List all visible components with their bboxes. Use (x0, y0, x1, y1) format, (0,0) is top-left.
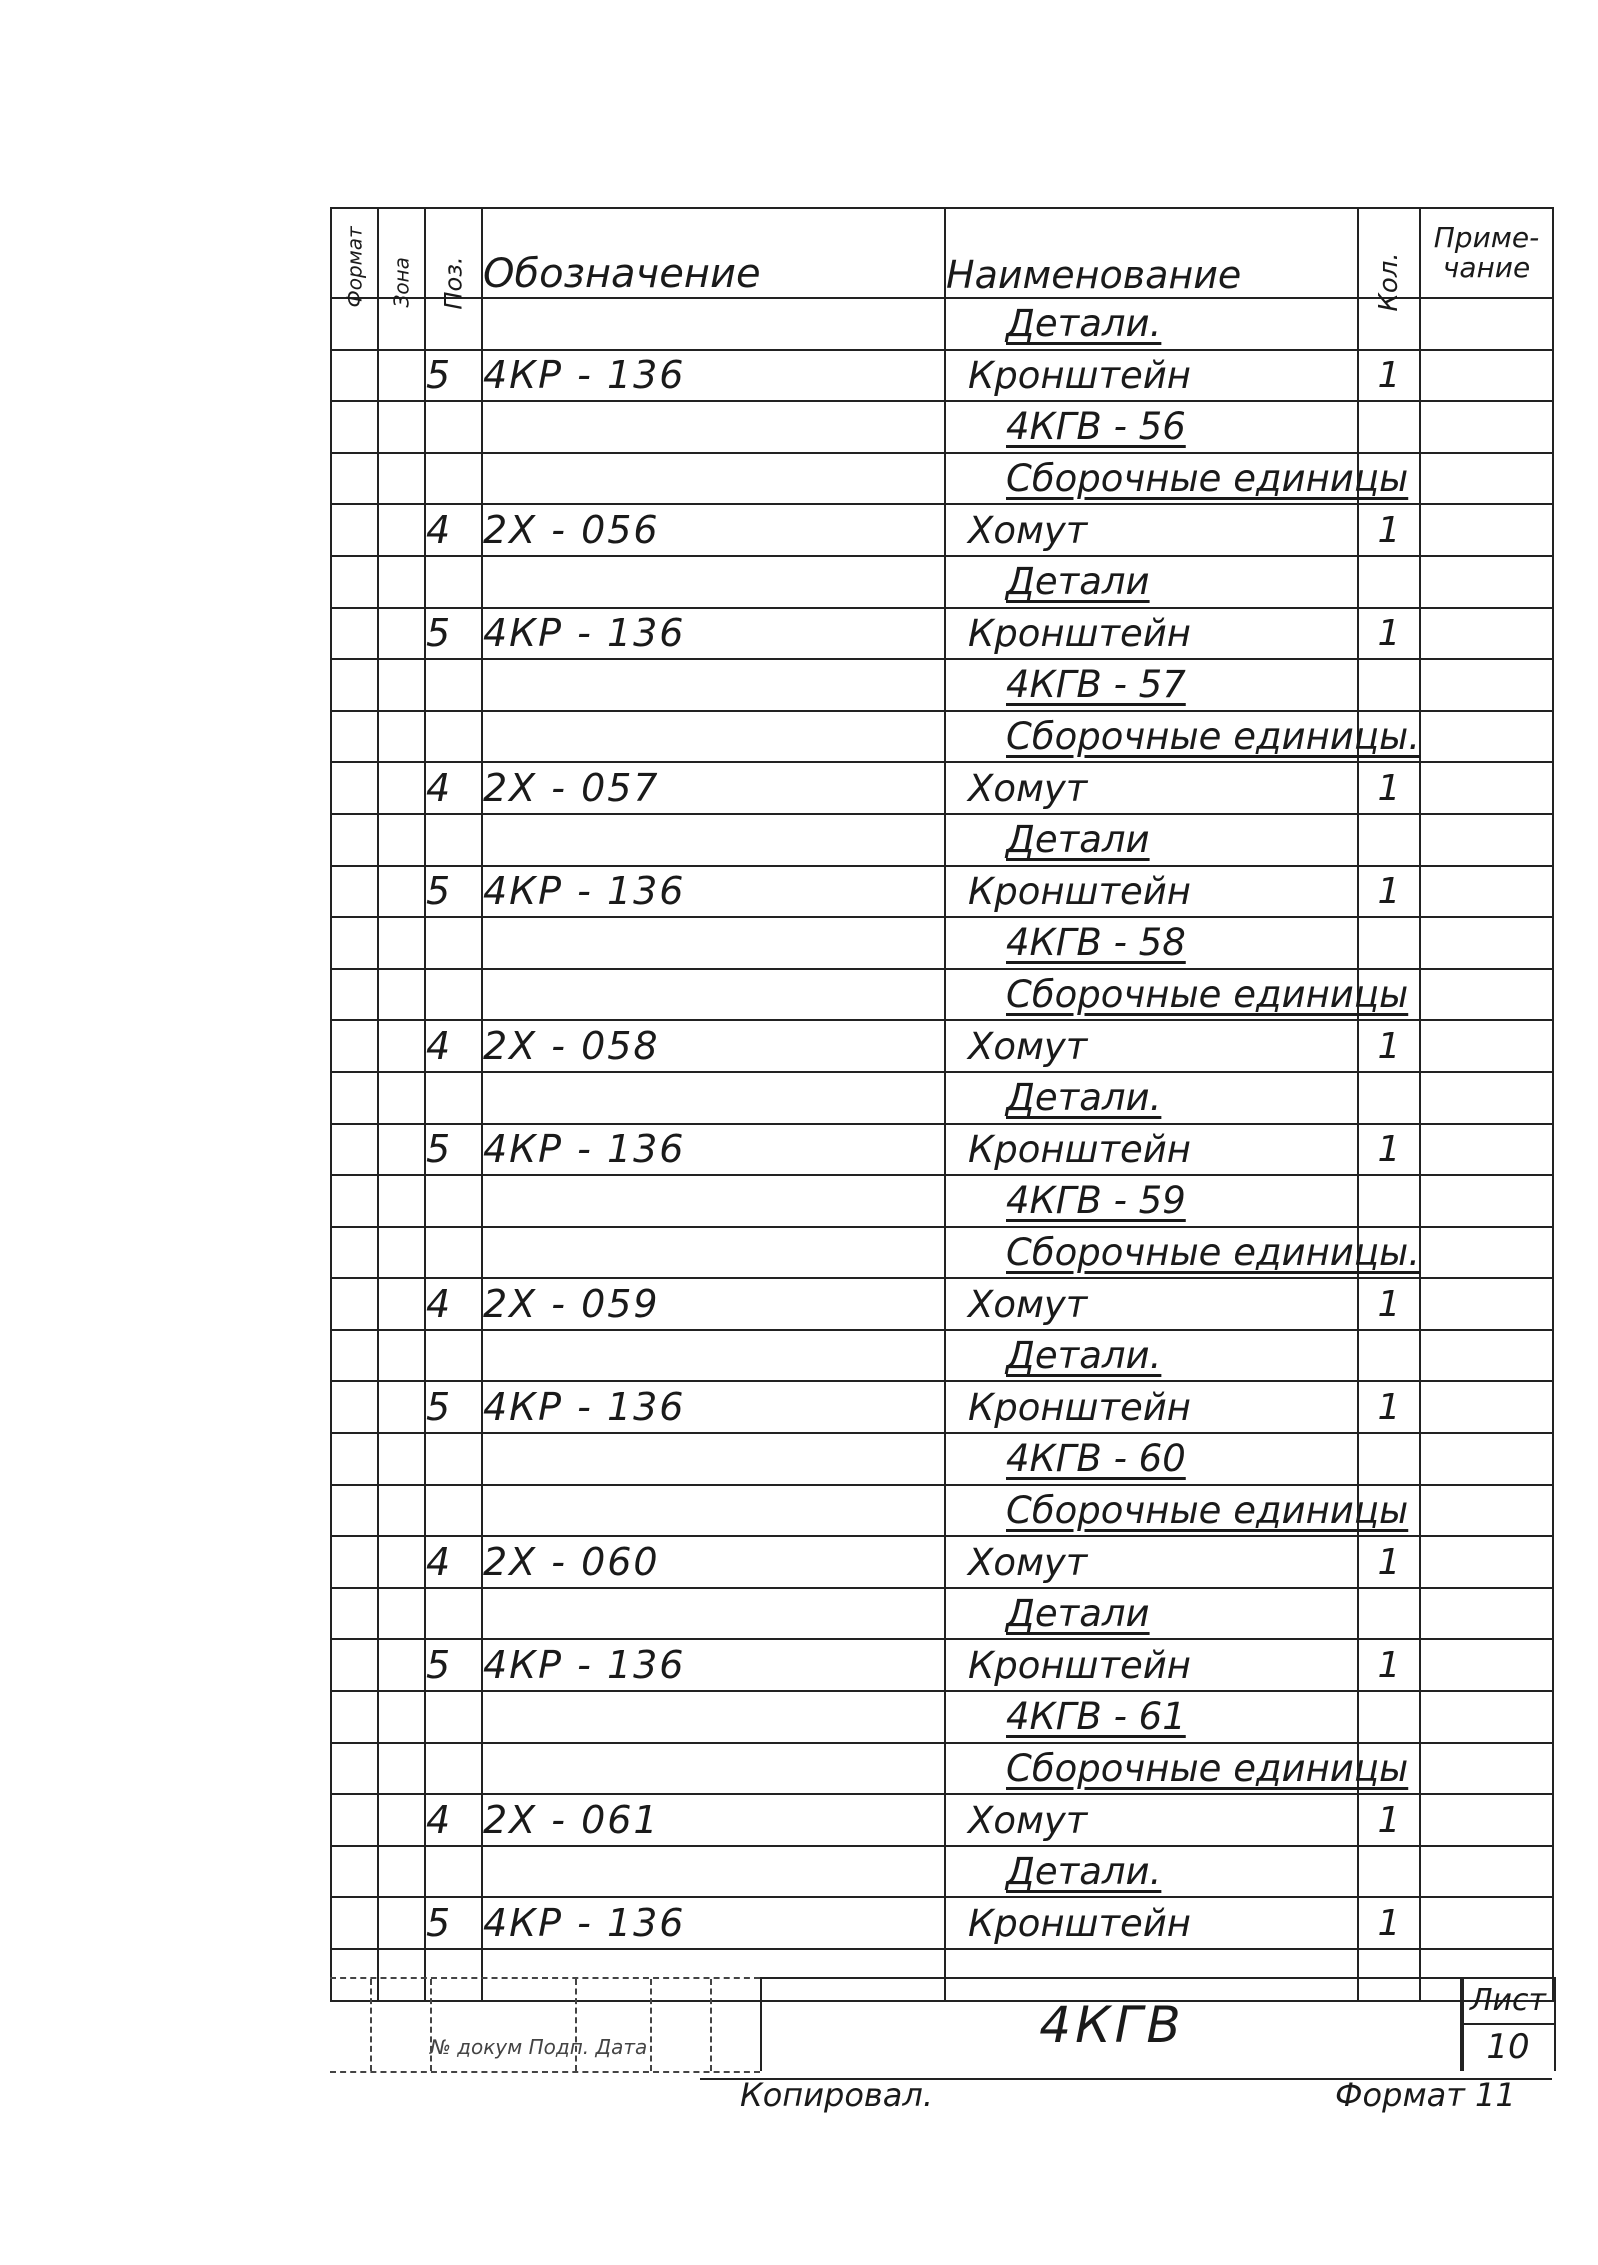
table-row (331, 298, 1553, 350)
zone-cell (378, 917, 425, 969)
designation-cell (482, 1330, 945, 1382)
table-row (331, 1639, 1553, 1691)
section-heading: Сборочные единицы. (1006, 1230, 1420, 1274)
designation-cell: 2Х - 057 (482, 762, 945, 814)
designation-cell (482, 1072, 945, 1124)
format-cell (331, 1897, 378, 1949)
pos-cell (425, 453, 482, 505)
zone-cell (378, 556, 425, 608)
item-name: Хомут (968, 1024, 1088, 1068)
note-cell (1420, 350, 1553, 402)
zone-cell (378, 1691, 425, 1743)
table-row (331, 1020, 1553, 1072)
qty-cell: 1 (1358, 1897, 1420, 1949)
designation-header: Обозначение (482, 208, 945, 298)
format-cell (331, 1227, 378, 1279)
qty-cell (1358, 401, 1420, 453)
name-cell (945, 504, 1358, 556)
item-name: Хомут (968, 1540, 1088, 1584)
pos-cell (425, 1846, 482, 1898)
zone-cell (378, 814, 425, 866)
format-cell (331, 1485, 378, 1537)
qty-cell (1358, 1072, 1420, 1124)
note-cell (1420, 401, 1553, 453)
name-cell (945, 1691, 1358, 1743)
pos-cell: 5 (425, 1381, 482, 1433)
item-name: Кронштейн (968, 1901, 1191, 1945)
designation-cell (482, 814, 945, 866)
format-cell (331, 866, 378, 918)
table-row (331, 1433, 1553, 1485)
note-header: Приме- чание (1420, 208, 1553, 298)
name-cell (945, 711, 1420, 763)
name-cell (945, 1588, 1358, 1640)
name-cell (945, 1639, 1358, 1691)
zone-cell (378, 969, 425, 1021)
name-cell (945, 1124, 1358, 1176)
item-name: Хомут (968, 1282, 1088, 1326)
zone-cell (378, 350, 425, 402)
table-row (331, 1381, 1553, 1433)
designation-cell (482, 1846, 945, 1898)
stamp-labels: № докум Подп. Дата (430, 2035, 648, 2059)
section-heading: Сборочные единицы. (1006, 715, 1420, 759)
designation-cell (482, 1485, 945, 1537)
item-name: Кронштейн (968, 353, 1191, 397)
pos-cell: 4 (425, 1278, 482, 1330)
format-cell (331, 762, 378, 814)
designation-cell: 2Х - 056 (482, 504, 945, 556)
qty-cell: 1 (1358, 504, 1420, 556)
note-cell (1420, 1227, 1553, 1279)
name-cell (945, 866, 1358, 918)
format-cell (331, 1743, 378, 1795)
table-row (331, 608, 1553, 660)
format-cell (331, 1433, 378, 1485)
table-row (331, 1743, 1553, 1795)
zone-cell (378, 504, 425, 556)
table-row (331, 556, 1553, 608)
name-cell (945, 1278, 1358, 1330)
qty-cell: 1 (1358, 1278, 1420, 1330)
qty-cell: 1 (1358, 608, 1420, 660)
section-heading: Детали (1006, 818, 1150, 862)
designation-cell: 2Х - 060 (482, 1536, 945, 1588)
zone-cell (378, 866, 425, 918)
format-cell (331, 1020, 378, 1072)
qty-cell: 1 (1358, 1381, 1420, 1433)
format-cell (331, 504, 378, 556)
zone-cell (378, 659, 425, 711)
pos-cell (425, 556, 482, 608)
note-cell (1420, 1433, 1553, 1485)
format-cell (331, 1278, 378, 1330)
designation-cell: 4КР - 136 (482, 1124, 945, 1176)
zone-cell (378, 1794, 425, 1846)
note-cell (1420, 608, 1553, 660)
table-row (331, 1278, 1553, 1330)
qty-cell: 1 (1358, 1639, 1420, 1691)
designation-cell: 2Х - 061 (482, 1794, 945, 1846)
pos-cell: 5 (425, 1639, 482, 1691)
format-cell (331, 1639, 378, 1691)
zone-cell (378, 1433, 425, 1485)
sheet-number: 10 (1486, 2027, 1530, 2067)
pos-cell: 5 (425, 866, 482, 918)
sheet-box (1460, 1977, 1556, 2071)
item-name: Хомут (968, 508, 1088, 552)
zone-header: Зона (378, 208, 425, 298)
note-cell (1420, 1124, 1553, 1176)
name-cell (945, 1072, 1358, 1124)
section-heading: Детали. (1006, 1076, 1162, 1120)
zone-cell (378, 1897, 425, 1949)
designation-cell: 4КР - 136 (482, 1897, 945, 1949)
format-cell (331, 1330, 378, 1382)
section-heading: Сборочные единицы (1006, 973, 1409, 1017)
note-cell (1420, 1485, 1553, 1537)
note-cell (1420, 1588, 1553, 1640)
designation-cell: 2Х - 058 (482, 1020, 945, 1072)
pos-cell (425, 1588, 482, 1640)
note-cell (1420, 1175, 1553, 1227)
table-row (331, 1846, 1553, 1898)
note-cell (1420, 453, 1553, 505)
note-cell (1420, 504, 1553, 556)
name-cell (945, 659, 1358, 711)
note-cell (1420, 1020, 1553, 1072)
zone-cell (378, 1278, 425, 1330)
section-heading: Сборочные единицы (1006, 1746, 1409, 1790)
qty-cell (1358, 1588, 1420, 1640)
note-cell (1420, 1691, 1553, 1743)
table-row (331, 866, 1553, 918)
sheet-label: Лист (1462, 1979, 1554, 2025)
note-cell (1420, 814, 1553, 866)
qty-cell: 1 (1358, 1794, 1420, 1846)
designation-cell (482, 969, 945, 1021)
name-cell (945, 298, 1358, 350)
zone-cell (378, 1175, 425, 1227)
pos-cell: 4 (425, 762, 482, 814)
qty-cell (1358, 556, 1420, 608)
note-cell (1420, 1743, 1553, 1795)
designation-cell (482, 298, 945, 350)
pos-cell: 5 (425, 1124, 482, 1176)
item-name: Кронштейн (968, 869, 1191, 913)
designation-cell: 4КР - 136 (482, 1639, 945, 1691)
table-row (331, 1072, 1553, 1124)
table-row (331, 659, 1553, 711)
zone-cell (378, 1124, 425, 1176)
table-row (331, 917, 1553, 969)
note-cell (1420, 917, 1553, 969)
format-cell (331, 659, 378, 711)
zone-cell (378, 1639, 425, 1691)
name-cell (945, 1897, 1358, 1949)
pos-cell (425, 1433, 482, 1485)
pos-cell (425, 1691, 482, 1743)
note-cell (1420, 1330, 1553, 1382)
qty-cell (1358, 1846, 1420, 1898)
section-heading: Сборочные единицы (1006, 457, 1409, 501)
item-name: Хомут (968, 1798, 1088, 1842)
section-heading: Детали (1006, 1592, 1150, 1636)
pos-cell: 5 (425, 608, 482, 660)
designation-cell (482, 1227, 945, 1279)
section-heading: 4КГВ - 61 (1006, 1695, 1186, 1739)
name-cell (945, 350, 1358, 402)
table-row (331, 969, 1553, 1021)
section-heading: 4КГВ - 60 (1006, 1437, 1186, 1481)
designation-cell (482, 556, 945, 608)
note-cell (1420, 659, 1553, 711)
section-heading: Сборочные единицы (1006, 1488, 1409, 1532)
note-cell (1420, 1639, 1553, 1691)
document-code: 4КГВ (760, 1977, 1464, 2071)
section-heading: 4КГВ - 58 (1006, 921, 1186, 965)
table-row (331, 1330, 1553, 1382)
table-row (331, 1897, 1553, 1949)
pos-cell (425, 969, 482, 1021)
name-cell (945, 917, 1358, 969)
format-header: Формат (331, 208, 378, 298)
title-block (330, 1977, 1552, 2069)
zone-cell (378, 1485, 425, 1537)
name-cell (945, 1175, 1358, 1227)
zone-cell (378, 1588, 425, 1640)
format-cell (331, 556, 378, 608)
section-heading: Детали (1006, 560, 1150, 604)
qty-cell (1358, 1691, 1420, 1743)
note-cell (1420, 1072, 1553, 1124)
designation-cell (482, 401, 945, 453)
note-cell (1420, 298, 1553, 350)
table-row (331, 711, 1553, 763)
format-cell (331, 1691, 378, 1743)
note-cell (1420, 1846, 1553, 1898)
format-cell (331, 608, 378, 660)
table-row (331, 453, 1553, 505)
table-row (331, 814, 1553, 866)
designation-cell: 4КР - 136 (482, 350, 945, 402)
spec-body (331, 298, 1553, 2001)
zone-cell (378, 608, 425, 660)
qty-cell: 1 (1358, 1020, 1420, 1072)
table-row (331, 1227, 1553, 1279)
section-heading: 4КГВ - 59 (1006, 1179, 1186, 1223)
pos-cell (425, 814, 482, 866)
specification-table (330, 207, 1554, 2002)
zone-cell (378, 1020, 425, 1072)
name-cell (945, 814, 1358, 866)
note-cell (1420, 762, 1553, 814)
zone-cell (378, 1381, 425, 1433)
format-cell (331, 711, 378, 763)
pos-cell: 5 (425, 350, 482, 402)
qty-cell (1358, 814, 1420, 866)
pos-cell (425, 711, 482, 763)
name-cell (945, 1743, 1409, 1795)
name-cell (945, 1020, 1358, 1072)
table-row (331, 1691, 1553, 1743)
name-cell (945, 1227, 1420, 1279)
table-row (331, 1124, 1553, 1176)
format-cell (331, 917, 378, 969)
pos-cell: 4 (425, 1794, 482, 1846)
pos-cell (425, 1227, 482, 1279)
note-cell (1420, 711, 1553, 763)
pos-cell (425, 1485, 482, 1537)
section-heading: Детали. (1006, 1334, 1162, 1378)
name-cell (945, 1381, 1358, 1433)
zone-cell (378, 762, 425, 814)
format-cell (331, 401, 378, 453)
header-row (331, 208, 1553, 298)
qty-cell (1358, 659, 1420, 711)
name-cell (945, 401, 1358, 453)
name-cell (945, 1433, 1358, 1485)
format-cell (331, 453, 378, 505)
format-cell (331, 1072, 378, 1124)
note-cell (1420, 1794, 1553, 1846)
qty-cell (1358, 917, 1420, 969)
name-cell (945, 1330, 1358, 1382)
item-name: Кронштейн (968, 1385, 1191, 1429)
qty-cell: 1 (1358, 350, 1420, 402)
qty-cell: 1 (1358, 1124, 1420, 1176)
zone-cell (378, 711, 425, 763)
designation-cell: 4КР - 136 (482, 608, 945, 660)
zone-cell (378, 453, 425, 505)
copied-by: Копировал. (740, 2076, 933, 2114)
name-cell (945, 556, 1358, 608)
qty-cell: 1 (1358, 1536, 1420, 1588)
name-cell (945, 762, 1358, 814)
name-cell (945, 1794, 1358, 1846)
designation-cell (482, 1433, 945, 1485)
zone-cell (378, 1536, 425, 1588)
zone-cell (378, 1743, 425, 1795)
zone-cell (378, 401, 425, 453)
pos-cell: 5 (425, 1897, 482, 1949)
designation-cell (482, 1175, 945, 1227)
designation-cell: 2Х - 059 (482, 1278, 945, 1330)
note-cell (1420, 1897, 1553, 1949)
format-cell (331, 1846, 378, 1898)
pos-cell (425, 917, 482, 969)
format-cell (331, 1794, 378, 1846)
note-cell (1420, 556, 1553, 608)
pos-cell (425, 659, 482, 711)
designation-cell (482, 659, 945, 711)
table-row (331, 762, 1553, 814)
specification-sheet (330, 207, 1552, 2002)
qty-cell: 1 (1358, 762, 1420, 814)
qty-cell (1358, 1330, 1420, 1382)
designation-cell (482, 1588, 945, 1640)
qty-cell (1358, 1175, 1420, 1227)
qty-cell: 1 (1358, 866, 1420, 918)
pos-cell (425, 1743, 482, 1795)
zone-cell (378, 1072, 425, 1124)
note-cell (1420, 969, 1553, 1021)
table-row (331, 1485, 1553, 1537)
designation-cell (482, 711, 945, 763)
table-row (331, 1794, 1553, 1846)
section-heading: 4КГВ - 56 (1006, 405, 1186, 449)
name-cell (945, 1536, 1358, 1588)
qty-cell (1358, 1433, 1420, 1485)
item-name: Кронштейн (968, 1643, 1191, 1687)
format-cell (331, 814, 378, 866)
note-cell (1420, 1536, 1553, 1588)
table-row (331, 504, 1553, 556)
pos-header: Поз. (425, 208, 482, 298)
format-cell (331, 1536, 378, 1588)
name-cell (945, 969, 1409, 1021)
format-cell (331, 1588, 378, 1640)
pos-cell (425, 1175, 482, 1227)
name-header: Наименование (945, 208, 1358, 298)
format-cell (331, 969, 378, 1021)
note-cell (1420, 1278, 1553, 1330)
item-name: Хомут (968, 766, 1088, 810)
format-cell (331, 1381, 378, 1433)
format-cell (331, 1124, 378, 1176)
qty-header: Кол. (1358, 208, 1420, 298)
designation-cell: 4КР - 136 (482, 866, 945, 918)
zone-cell (378, 1330, 425, 1382)
pos-cell (425, 401, 482, 453)
revision-block (330, 1977, 760, 2073)
item-name: Кронштейн (968, 611, 1191, 655)
note-cell (1420, 1381, 1553, 1433)
note-cell (1420, 866, 1553, 918)
section-heading: Детали. (1006, 302, 1162, 346)
designation-cell: 4КР - 136 (482, 1381, 945, 1433)
table-row (331, 1536, 1553, 1588)
format-cell (331, 1175, 378, 1227)
format-cell (331, 350, 378, 402)
zone-cell (378, 1846, 425, 1898)
table-row (331, 401, 1553, 453)
table-row (331, 350, 1553, 402)
name-cell (945, 1485, 1409, 1537)
format-label: Формат 11 (1335, 2076, 1516, 2114)
pos-cell (425, 1330, 482, 1382)
pos-cell: 4 (425, 1536, 482, 1588)
designation-cell (482, 1691, 945, 1743)
section-heading: Детали. (1006, 1850, 1162, 1894)
name-cell (945, 453, 1409, 505)
table-row (331, 1175, 1553, 1227)
pos-cell: 4 (425, 1020, 482, 1072)
section-heading: 4КГВ - 57 (1006, 663, 1186, 707)
name-cell (945, 608, 1358, 660)
pos-cell: 4 (425, 504, 482, 556)
name-cell (945, 1846, 1358, 1898)
item-name: Кронштейн (968, 1127, 1191, 1171)
designation-cell (482, 1743, 945, 1795)
designation-cell (482, 453, 945, 505)
table-row (331, 1588, 1553, 1640)
zone-cell (378, 1227, 425, 1279)
pos-cell (425, 1072, 482, 1124)
designation-cell (482, 917, 945, 969)
